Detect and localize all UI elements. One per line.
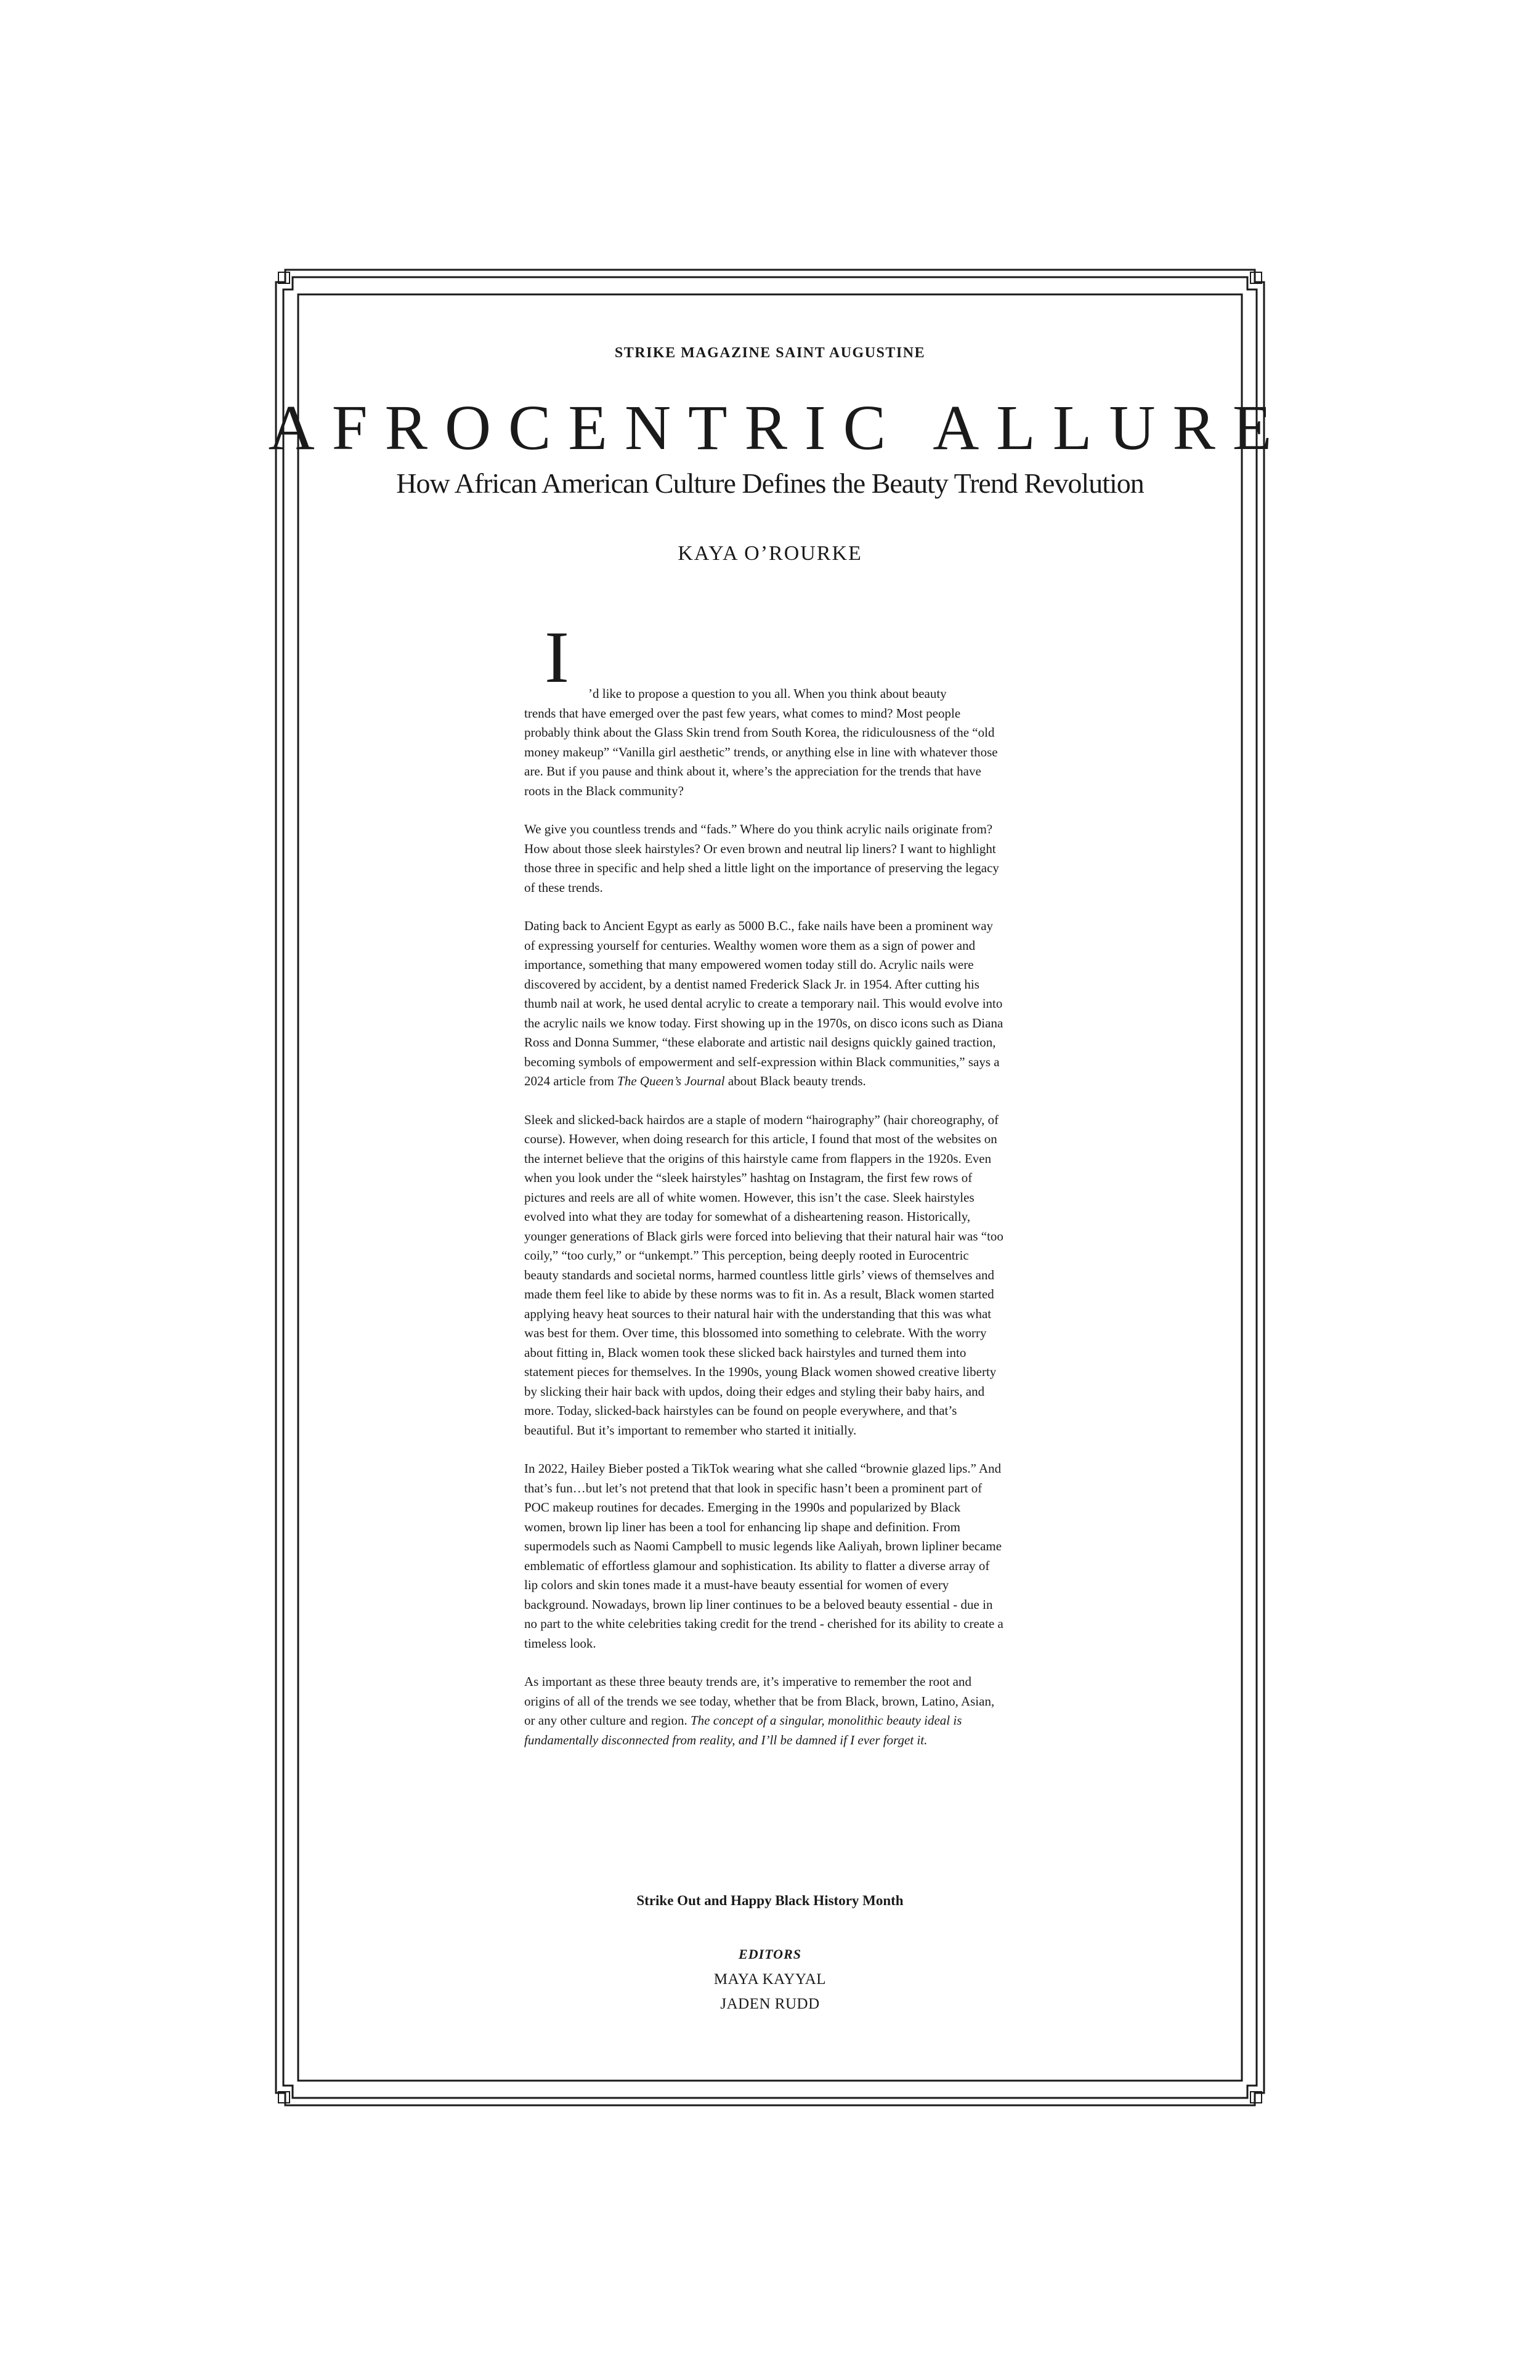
drop-cap: I — [545, 616, 569, 698]
paragraph-4: Sleek and slicked-back hairdos are a staple of modern “hairography” (hair choreography, of course). However, when doing research for this article, I found that most of the websites on the internet believe that the origins of this hairstyle came from flappers in the 1920s. Even when you look under the “sleek hairstyles” hashtag on Instagram, the first few rows of pictures and reels are all of white women. However, this isn’t the case. Sleek hairstyles evolved into what they are today for somewhat of a disheartening reason. Historically, younger generations of Black girls were forced into believing that their natural hair was “too coily,” “too curly,” or “unkempt.” This perception, being deeply rooted in Eurocentric beauty standards and societal norms, harmed countless little girls’ views of themselves and made them feel like to abide by these norms was to fit in. As a result, Black women started applying heavy heat sources to their natural hair with the understanding that this was what was best for them. Over time, this blossomed into something to celebrate. With the worry about fitting in, Black women took these slicked back hairstyles and turned them into statement pieces for themselves. In the 1990s, young Black women showed creative liberty by slicking their hair back with updos, doing their edges and styling their baby hairs, and more. Today, slicked-back hairstyles can be found on people everywhere, and that’s beautiful. But it’s important to remember who started it initially. — [524, 1112, 1003, 1438]
paragraph-1-rest: trends that have emerged over the past few years, what comes to mind? Most people probably think about the Glass Skin trend from South Korea, the ridiculousness of the “old money makeup” “Vanilla girl aesthetic” trends, or anything else in line with whatever those are. But if you pause and think about it, where’s the appreciation for the trends that have roots in the Black community? — [524, 705, 998, 798]
paragraph-3-text-b: about Black beauty trends. — [724, 1074, 866, 1088]
author-byline: KAYA O’ROURKE — [678, 542, 862, 565]
article-title: AFROCENTRIC ALLURE — [268, 392, 1289, 463]
magazine-name: STRIKE MAGAZINE SAINT AUGUSTINE — [614, 345, 926, 361]
paragraph-3 — [524, 917, 1005, 1091]
paragraph-1 — [524, 616, 1005, 801]
signoff: Strike Out and Happy Black History Month — [636, 1893, 904, 1908]
editors-heading: EDITORS — [739, 1946, 801, 1962]
paragraph-6 — [524, 1672, 1005, 1750]
source-publication: The Queen’s Journal — [617, 1074, 725, 1088]
editor-name: JADEN RUDD — [720, 1996, 820, 2012]
paragraph-6-text: As important as these three beauty trends are, it’s imperative to remember the root and origins of all of the trends we see today, whether that be from Black, brown, Latino, Asian, or any other culture and region. — [524, 1674, 995, 1728]
article-subtitle: How African American Culture Defines the Beauty Trend Revolution — [396, 467, 1144, 499]
closing-italic-statement: The concept of a singular, monolithic beauty ideal is fundamentally disconnected from reality, and I’ll be damned if I ever forget it. — [524, 1713, 962, 1747]
paragraph-5: In 2022, Hailey Bieber posted a TikTok wearing what she called “brownie glazed lips.” And that’s fun…but let’s not pretend that that look in specific hasn’t been a prominent part of POC makeup routines for decades. Emerging in the 1990s and popularized by Black women, brown lip liner has been a tool for enhancing lip shape and definition. From supermodels such as Naomi Campbell to music legends like Aaliyah, brown lipliner became emblematic of effortless glamour and sophistication. Its ability to flatter a diverse array of lip colors and skin tones made it a must-have beauty essential for women of every background. Nowadays, brown lip liner continues to be a beloved beauty essential - due in no part to the white celebrities taking credit for the trend - cherished for its ability to create a timeless look. — [524, 1461, 1003, 1651]
article-body — [524, 616, 1005, 1769]
paragraph-3-text-a: Dating back to Ancient Egypt as early as 5000 B.C., fake nails have been a prominent way of expressing yourself for centuries. Wealthy women wore them as a sign of power and importance, something that many empowered women today still do. Acrylic nails were discovered by accident, by a dentist named Frederick Slack Jr. in 1954. After cutting his thumb nail at work, he used dental acrylic to create a temporary nail. This would evolve into the acrylic nails we know today. First showing up in the 1970s, on disco icons such as Diana Ross and Donna Summer, “these elaborate and artistic nail designs quickly gained traction, becoming symbols of empowerment and self-expression within Black communities,” says a 2024 article from — [524, 918, 1003, 1088]
paragraph-1-first-line: ’d like to propose a question to you all. When you think about beauty — [588, 686, 947, 701]
editor-name: MAYA KAYYAL — [713, 1971, 827, 1988]
paragraph-2: We give you countless trends and “fads.” Where do you think acrylic nails originate from? How about those sleek hairstyles? Or even brown and neutral lip liners? I want to highlight those three in specific and help shed a little light on the importance of preserving the legacy of these trends. — [524, 822, 999, 895]
